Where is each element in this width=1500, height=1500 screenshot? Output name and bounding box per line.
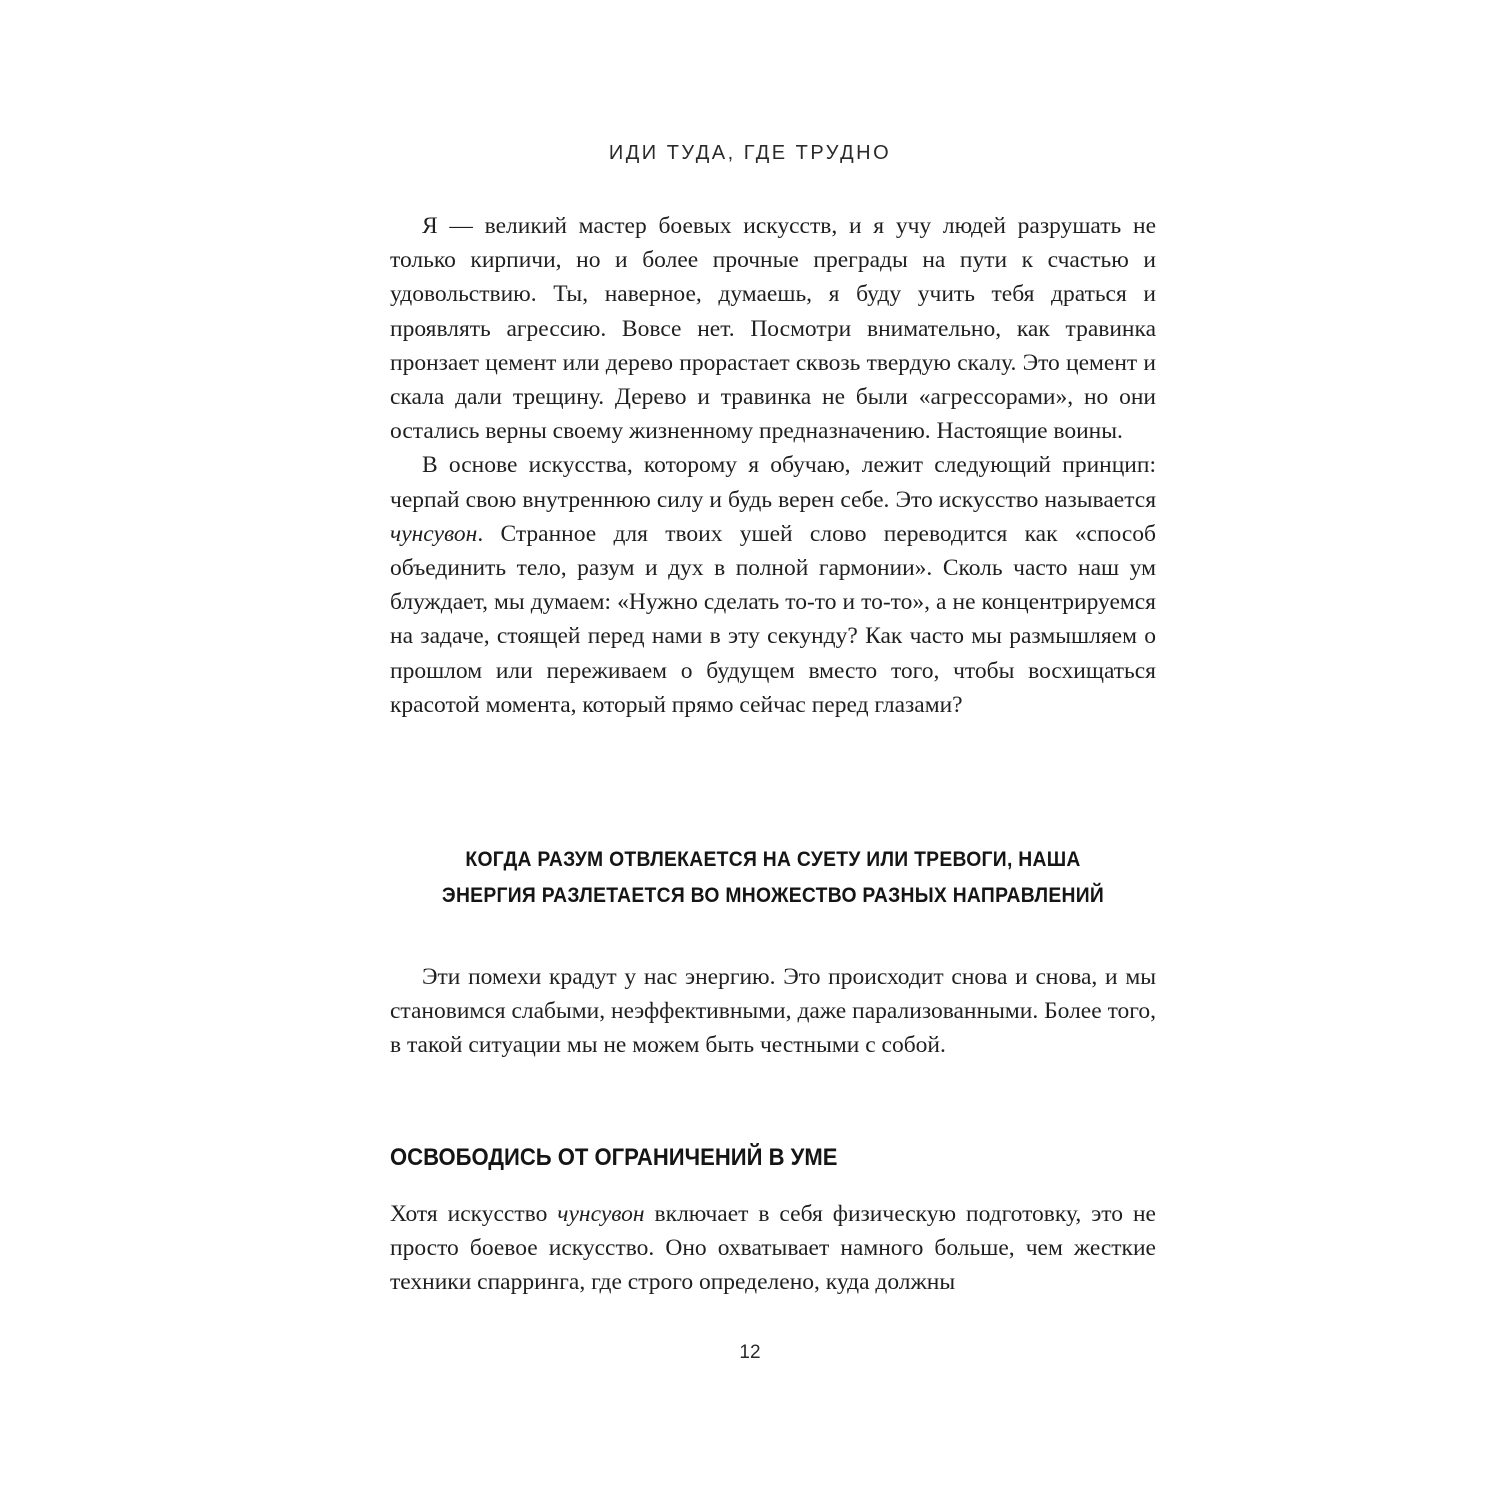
paragraph-4-end: включает в себя физическую подготовку, это не просто боевое искусство. Оно охватывает намного больше, чем жесткие техники спарринга, где строго определено, куда должны — [390, 1201, 1156, 1296]
body-text-middle — [390, 960, 1156, 1063]
paragraph-2 — [390, 448, 1156, 722]
paragraph-2-end: . Странное для твоих ушей слово переводится как «способ объединить тело, разум и дух в полной гармонии». Сколь часто наш ум блуждает, мы думаем: «Нужно сделать то-то и то-то», а не концентрируемся на задаче, стоящей перед нами в эту секунду? Как часто мы размышляем о прошлом или переживаем о будущем вместо того, чтобы восхищаться красотой момента, который прямо сейчас перед глазами? — [390, 520, 1156, 718]
pull-quote-line-2: ЭНЕРГИЯ РАЗЛЕТАЕТСЯ ВО МНОЖЕСТВО РАЗНЫХ НАПРАВЛЕНИЙ — [441, 884, 1105, 907]
pull-quote-line-1: КОГДА РАЗУМ ОТВЛЕКАЕТСЯ НА СУЕТУ ИЛИ ТРЕВОГИ, НАША — [465, 848, 1081, 871]
section-heading: ОСВОБОДИСЬ ОТ ОГРАНИЧЕНИЙ В УМЕ — [390, 1144, 838, 1171]
paragraph-3: Эти помехи крадут у нас энергию. Это происходит снова и снова, и мы становимся слабыми, неэффективными, даже парализованными. Более того, в такой ситуации мы не можем быть честными с собой. — [390, 964, 1156, 1059]
paragraph-1: Я — великий мастер боевых искусств, и я учу людей разрушать не только кирпичи, но и более прочные преграды на пути к счастью и удовольствию. Ты, наверное, думаешь, я буду учить тебя драться и проявлять агрессию. Вовсе нет. Посмотри внимательно, как травинка пронзает цемент или дерево прорастает сквозь твердую скалу. Это цемент и скала дали трещину. Дерево и травинка не были «агрессорами», но они остались верны своему жизненному предназначению. Настоящие воины. — [390, 213, 1156, 445]
paragraph-4-start: Хотя искусство — [390, 1201, 558, 1227]
body-text-bottom — [390, 1197, 1156, 1300]
page-number: 12 — [739, 1342, 761, 1363]
term-chunsuvon-2: чунсувон — [557, 1201, 645, 1227]
paragraph-2-start: В основе искусства, которому я обучаю, лежит следующий принцип: черпай свою внутреннюю силу и будь верен себе. Это искусство называется — [390, 452, 1156, 513]
body-text-top — [390, 209, 1156, 722]
pull-quote — [421, 842, 1126, 914]
paragraph-4 — [390, 1197, 1156, 1300]
running-head: ИДИ ТУДА, ГДЕ ТРУДНО — [608, 142, 892, 164]
term-chunsuvon: чунсувон — [390, 520, 478, 547]
